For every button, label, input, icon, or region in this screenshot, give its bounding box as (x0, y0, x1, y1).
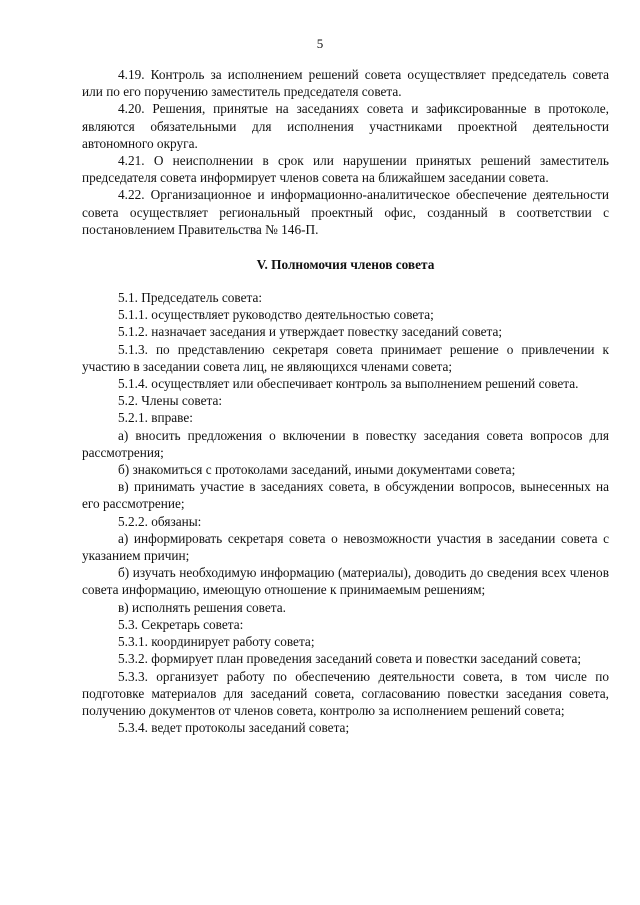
paragraph-4-19: 4.19. Контроль за исполнением решений совета осуществляет председатель совета или по его поручению заместитель председателя совета. (82, 67, 609, 100)
paragraph-5-2-2-v: в) исполнять решения совета. (118, 599, 286, 615)
page-number: 5 (316, 36, 324, 51)
paragraph-5-3-1: 5.3.1. координирует работу совета; (118, 634, 315, 650)
paragraph-5-3-4: 5.3.4. ведет протоколы заседаний совета; (118, 720, 350, 736)
section-heading: V. Полномочия членов совета (256, 257, 435, 273)
paragraph-5-1: 5.1. Председатель совета: (118, 290, 263, 306)
paragraph-4-20: 4.20. Решения, принятые на заседаниях совета и зафиксированные в протоколе, являются обязательными для исполнения участниками проектной деятельности автономного округа. (82, 101, 609, 151)
paragraph-5-3-2: 5.3.2. формирует план проведения заседаний совета и повестки заседаний совета; (118, 651, 582, 667)
paragraph-5-3-3: 5.3.3. организует работу по обеспечению деятельности совета, в том числе по подготовке материалов для заседаний совета, согласованию повестки заседания совета, получению документов от членов совета, контролю за исполнением решений совета; (82, 668, 609, 718)
paragraph-4-22: 4.22. Организационное и информационно-аналитическое обеспечение деятельности совета осуществляет региональный проектный офис, созданный в соответствии с постановлением Правительства № 146-П. (82, 187, 609, 237)
paragraph-5-2: 5.2. Члены совета: (118, 393, 223, 409)
paragraph-5-2-2-b: б) изучать необходимую информацию (материалы), доводить до сведения всех членов совета информацию, имеющую отношение к принимаемым решениям; (82, 565, 609, 598)
document-body (82, 66, 609, 736)
paragraph-5-1-3: 5.1.3. по представлению секретаря совета принимает решение о привлечении к участию в заседании совета лиц, не являющихся членами совета; (82, 341, 609, 374)
paragraph-5-2-1: 5.2.1. вправе: (118, 410, 193, 426)
paragraph-5-2-2-a: а) информировать секретаря совета о невозможности участия в заседании совета с указанием причин; (82, 530, 609, 564)
paragraph-5-2-1-b: б) знакомиться с протоколами заседаний, иными документами совета; (118, 462, 516, 478)
paragraph-5-2-2: 5.2.2. обязаны: (118, 513, 202, 529)
paragraph-4-21: 4.21. О неисполнении в срок или нарушении принятых решений заместитель председателя совета информирует членов совета на ближайшем заседании совета. (82, 153, 609, 186)
paragraph-5-2-1-a: а) вносить предложения о включении в повестку заседания совета вопросов для рассмотрения; (82, 427, 609, 460)
paragraph-5-1-2: 5.1.2. назначает заседания и утверждает повестку заседаний совета; (118, 324, 503, 340)
paragraph-5-2-1-v: в) принимать участие в заседаниях совета, в обсуждении вопросов, вынесенных на его рассмотрение; (82, 479, 609, 512)
paragraph-5-3: 5.3. Секретарь совета: (118, 616, 244, 632)
paragraph-5-1-4: 5.1.4. осуществляет или обеспечивает контроль за выполнением решений совета. (118, 376, 579, 392)
paragraph-5-1-1: 5.1.1. осуществляет руководство деятельностью совета; (118, 307, 434, 323)
